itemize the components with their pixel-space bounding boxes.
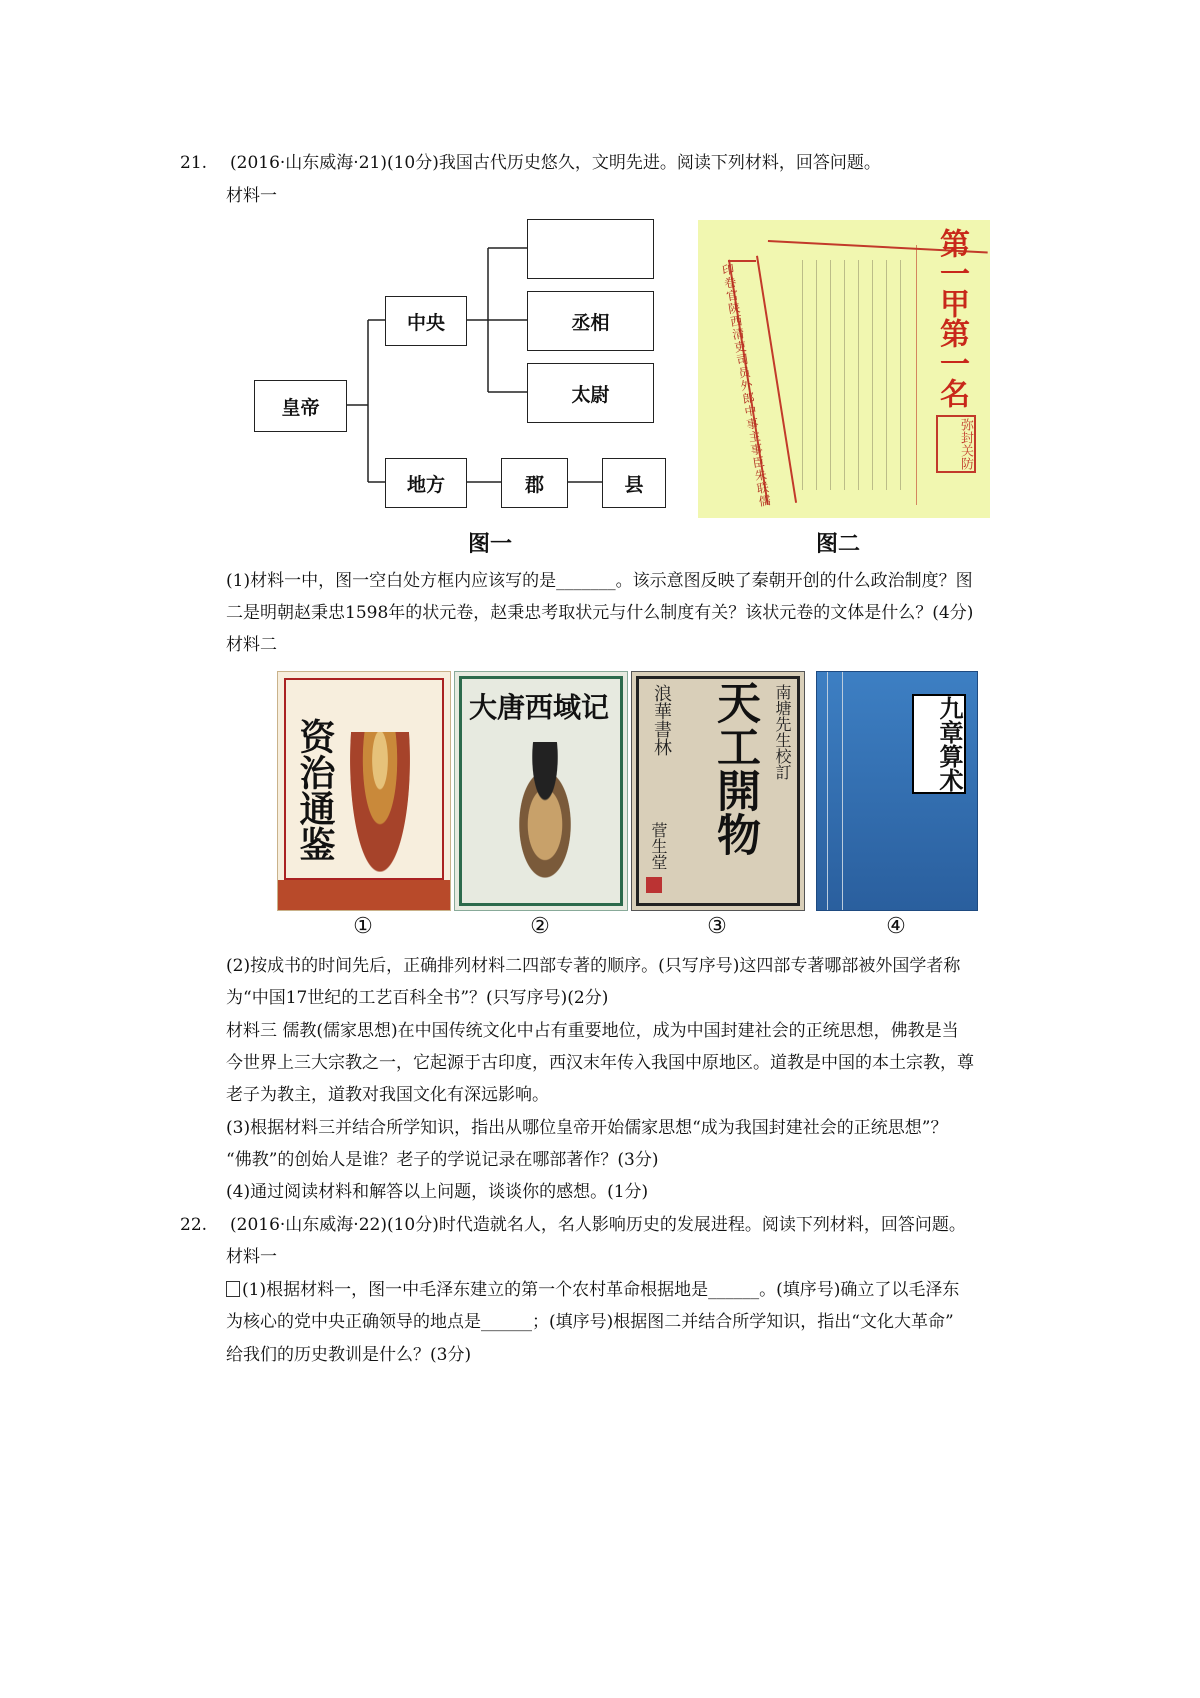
q21-q1-line2: 二是明朝赵秉忠1598年的状元卷，赵秉忠考取状元与什么制度有关？该状元卷的文体是什么？(4分) [226,603,974,623]
box-blank [527,219,654,279]
book-2-monk-illustration [505,742,585,892]
q21-q4-line1: (4)通过阅读材料和解答以上问题，谈谈你的感想。(1分) [226,1182,649,1202]
book-3-seal [646,877,662,893]
figure2-caption: 图二 [815,532,860,557]
q21-material3-line1: 材料三 儒教(儒家思想)在中国传统文化中占有重要地位，成为中国封建社会的正统思想，佛教是当 [226,1021,959,1041]
book-3-right-text: 南塘先生校訂 [773,684,792,780]
q22-q1-line2: 为核心的党中央正确领导的地点是______；(填序号)根据图二并结合所学知识，指出“文化大革命” [226,1312,954,1332]
q21-material1-label: 材料一 [226,186,277,206]
q22-number: 22. [180,1215,208,1235]
book-3-left-text: 浪華書林 [651,684,672,756]
fig2-title: 第一甲第一名 [934,228,969,408]
book-3-number: ③ [707,914,727,939]
figure1-caption: 图一 [467,532,512,557]
fig2-handwriting [793,260,913,490]
book-2-number: ② [530,914,550,939]
book-3-cover [631,671,805,911]
box-jun: 郡 [501,458,568,508]
q21-material2-label: 材料二 [226,635,277,655]
missing-image-icon [226,1281,240,1297]
book-1-number: ① [353,914,373,939]
q21-q3-line1: (3)根据材料三并结合所学知识，指出从哪位皇帝开始儒家思想“成为我国封建社会的正统思想”？ [226,1118,948,1138]
book-3-bottom-text: 菅生堂 [649,822,668,870]
q22-q1-line1: (1)根据材料一，图一中毛泽东建立的第一个农村革命根据地是______。(填序号)确立了以毛泽东 [242,1280,960,1300]
box-central: 中央 [385,296,467,346]
q22-q1-line3: 给我们的历史教训是什么？(3分) [226,1345,472,1365]
box-chancellor: 丞相 [527,291,654,351]
book-4-cover [816,671,978,911]
book-1-title: 资治通鉴 [294,718,336,862]
q21-q2-line2: 为“中国17世纪的工艺百科全书”？(只写序号)(2分) [226,988,609,1008]
box-taiwei: 太尉 [527,363,654,423]
q21-q2-line1: (2)按成书的时间先后，正确排列材料二四部专著的顺序。(只写序号)这四部专著哪部被外国学者称 [226,956,961,976]
fig2-seal: 弥封关防 [936,415,976,473]
book-1-cover [277,671,451,911]
book-4-number: ④ [886,914,906,939]
q22-q1-line1-row [226,1275,959,1305]
box-local: 地方 [385,458,467,508]
book-3-title: 天工開物 [709,680,760,856]
book-4-title: 九章算术 [935,696,964,792]
q21-material3-line3: 老子为教主，道教对我国文化有深远影响。 [226,1085,549,1105]
q21-q1-line1: (1)材料一中，图一空白处方框内应该写的是_______。该示意图反映了秦朝开创的什么政治制度？图 [226,571,973,591]
q21-q3-line2: “佛教”的创始人是谁？老子的学说记录在哪部著作？(3分) [226,1150,659,1170]
q21-header: (2016·山东威海·21)(10分)我国古代历史悠久，文明先进。阅读下列材料，回答问题。 [230,153,881,173]
book-1-figure-illustration [350,732,410,872]
fig2-left-vertical-text: 印卷官陕西清吏司员外郎中事主事臣朱联儒 [719,262,773,509]
book-2-cover [454,671,628,911]
box-xian: 县 [602,458,666,508]
book-2-title: 大唐西域记 [469,691,610,724]
q22-material1-label: 材料一 [226,1247,277,1267]
q21-number: 21. [180,153,208,173]
q22-header: (2016·山东威海·22)(10分)时代造就名人，名人影响历史的发展进程。阅读下列材料，回答问题。 [230,1215,966,1235]
figure2-exam-paper-image [698,220,990,518]
box-emperor: 皇帝 [254,380,347,432]
q21-material3-line2: 今世界上三大宗教之一，它起源于古印度，西汉末年传入我国中原地区。道教是中国的本土宗教，尊 [226,1053,974,1073]
